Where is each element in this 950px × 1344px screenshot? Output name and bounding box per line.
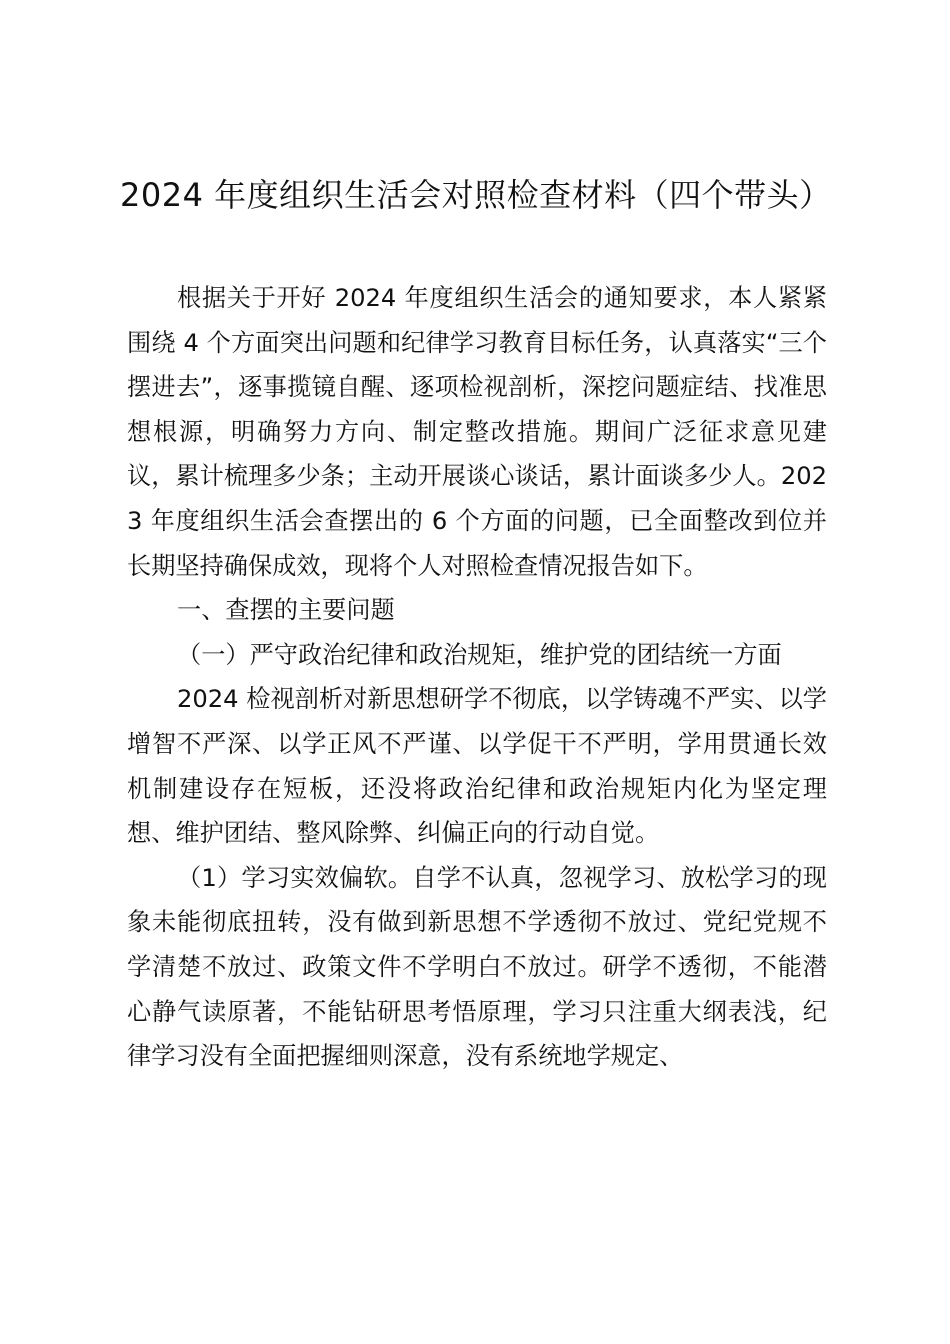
document-body — [127, 276, 827, 1079]
paragraph-analysis: 2024 检视剖析对新思想研学不彻底，以学铸魂不严实、以学增智不严深、以学正风不严谨、以学促干不严明，学用贯通长效机制建设存在短板，还没将政治纪律和政治规矩内化为坚定理想、维护团结、整风除弊、纠偏正向的行动自觉。 — [127, 685, 827, 848]
subsection-heading: （一）严守政治纪律和政治规矩，维护党的团结统一方面 — [177, 640, 782, 669]
paragraph-item-1: （1）学习实效偏软。自学不认真，忽视学习、放松学习的现象未能彻底扭转，没有做到新思想不学透彻不放过、党纪党规不学清楚不放过、政策文件不学明白不放过。研学不透彻，不能潜心静气读原著，不能钻研思考悟原理，学习只注重大纲表浅，纪律学习没有全面把握细则深意，没有系统地学规定、 — [127, 863, 827, 1071]
section-heading: 一、查摆的主要问题 — [177, 596, 395, 625]
document-title: 2024 年度组织生活会对照检查材料（四个带头） — [120, 176, 832, 214]
paragraph-intro: 根据关于开好 2024 年度组织生活会的通知要求，本人紧紧围绕 4 个方面突出问题和纪律学习教育目标任务，认真落实“三个摆进去”，逐事揽镜自醒、逐项检视剖析，深挖问题症结、找准思想根源，明确努力方向、制定整改措施。期间广泛征求意见建议，累计梳理多少条；主动开展谈心谈话，累计面谈多少人。2023 年度组织生活会查摆出的 6 个方面的问题，已全面整改到位并长期坚持确保成效，现将个人对照检查情况报告如下。 — [127, 284, 827, 580]
